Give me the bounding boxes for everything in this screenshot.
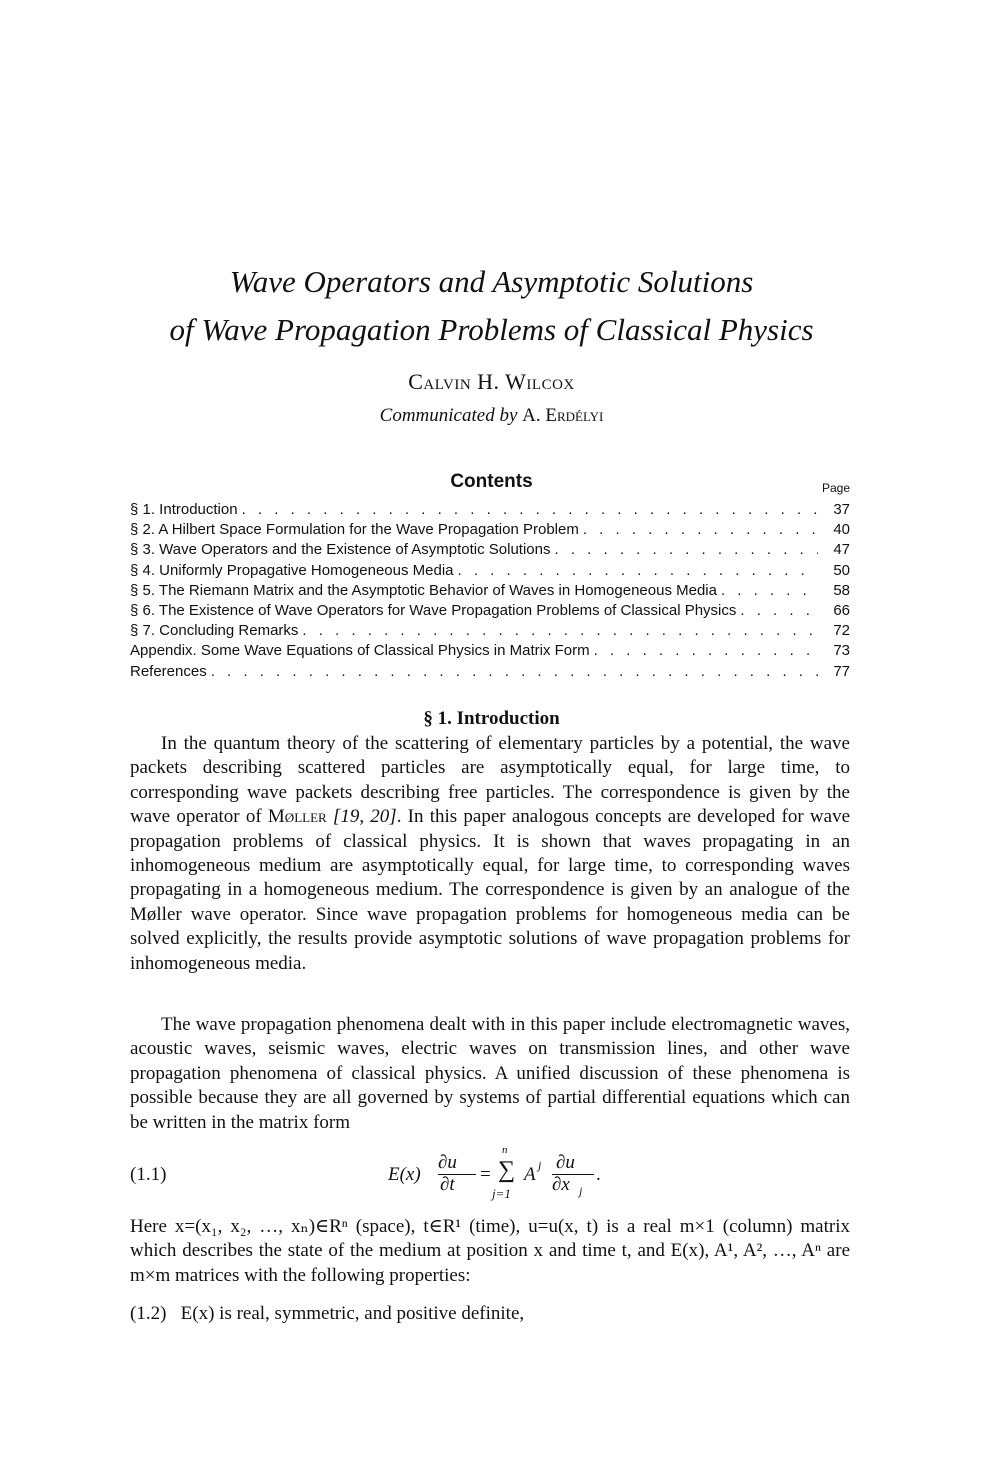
paper-title-line-1: Wave Operators and Asymptotic Solutions bbox=[229, 264, 754, 299]
toc-label: § 7. Concluding Remarks bbox=[130, 622, 299, 640]
citation: [19, 20] bbox=[332, 806, 397, 828]
toc-entry bbox=[130, 601, 850, 621]
toc-label: § 2. A Hilbert Space Formulation for the Wave Propagation Problem bbox=[130, 521, 579, 539]
paragraph-intro bbox=[130, 732, 850, 976]
paragraph-text: . In this paper analogous concepts are developed for wave propagation problems of classical physics. It is shown that waves propagating in an inhomogeneous medium are asymptotically equal, for large time, to corresponding waves propagating in a homogeneous medium. The correspondence is given by an analogue of the Møller wave operator. Since wave propagation problems for homogeneous media can be solved explicitly, the results provide asymptotic solutions of wave propagation problems for inhomogeneous media. bbox=[130, 806, 851, 974]
toc-leader bbox=[555, 540, 819, 560]
table-of-contents bbox=[130, 500, 850, 682]
toc-page: 72 bbox=[818, 621, 850, 641]
toc-entry bbox=[130, 621, 850, 641]
toc-page: 50 bbox=[818, 561, 850, 581]
toc-leader bbox=[740, 601, 818, 621]
toc-label: § 4. Uniformly Propagative Homogeneous Media bbox=[130, 561, 454, 579]
equation-1-1 bbox=[388, 1144, 628, 1201]
property-text: E(x) is real, symmetric, and positive definite, bbox=[180, 1303, 525, 1324]
contents-heading: Contents bbox=[450, 471, 533, 492]
author-name: Calvin H. Wilcox bbox=[408, 369, 575, 394]
communicated-prefix: Communicated by bbox=[379, 405, 518, 426]
toc-page: 40 bbox=[818, 520, 850, 540]
toc-leader bbox=[302, 621, 818, 641]
eq-period: . bbox=[596, 1164, 601, 1185]
toc-label: References bbox=[130, 662, 207, 680]
eq-matrix-a: A bbox=[524, 1164, 536, 1185]
toc-leader bbox=[458, 561, 818, 581]
eq-numerator-2: ∂u bbox=[556, 1152, 575, 1173]
section-heading: § 1. Introduction bbox=[423, 708, 560, 729]
page-column-heading: Page bbox=[821, 481, 850, 495]
property-number: (1.2) bbox=[130, 1303, 167, 1324]
eq-denominator: ∂t bbox=[440, 1174, 455, 1195]
toc-label: § 6. The Existence of Wave Operators for Wave Propagation Problems of Classical Physics bbox=[130, 601, 737, 619]
paragraph-text: In the quantum theory of the scattering of elementary particles by a potential, the wave packets describing scattered particles are asymptotically equal, for large time, to corresponding wave packets describing free particles. The correspondence is given by the wave operator of bbox=[130, 733, 850, 828]
toc-label: Appendix. Some Wave Equations of Classical Physics in Matrix Form bbox=[130, 642, 590, 660]
eq-denominator-sub: j bbox=[579, 1184, 583, 1198]
sum-upper: n bbox=[502, 1144, 508, 1156]
toc-label: § 3. Wave Operators and the Existence of Asymptotic Solutions bbox=[130, 541, 551, 559]
toc-entry bbox=[130, 540, 850, 560]
toc-leader bbox=[594, 641, 818, 661]
communicator-name: A. Erdélyi bbox=[522, 405, 604, 426]
paragraph-phenomena: The wave propagation phenomena dealt with in this paper include electromagnetic waves, acoustic waves, seismic waves, electric waves on transmission lines, and other wave propagation phenomena of classical physics. A unified discussion of these phenomena is possible because they are all governed by systems of partial differential equations which can be written in the matrix form bbox=[130, 1014, 850, 1133]
paper-title-line-2: of Wave Propagation Problems of Classical Physics bbox=[169, 312, 814, 347]
communicated-by bbox=[0, 405, 983, 427]
author-reference: Møller bbox=[267, 806, 327, 828]
toc-page: 47 bbox=[818, 540, 850, 560]
toc-entry bbox=[130, 520, 850, 540]
toc-page: 37 bbox=[818, 500, 850, 520]
sum-sign: ∑ bbox=[498, 1157, 516, 1183]
toc-page: 73 bbox=[818, 641, 850, 661]
toc-leader bbox=[583, 520, 818, 540]
toc-entry bbox=[130, 641, 850, 661]
toc-leader bbox=[211, 662, 818, 682]
toc-label: § 5. The Riemann Matrix and the Asymptotic Behavior of Waves in Homogeneous Media bbox=[130, 581, 717, 599]
eq-denominator-2: ∂x bbox=[552, 1174, 570, 1195]
eq-equals: = bbox=[480, 1164, 491, 1185]
toc-leader bbox=[242, 500, 818, 520]
toc-entry bbox=[130, 500, 850, 520]
eq-numerator: ∂u bbox=[438, 1152, 457, 1173]
toc-page: 77 bbox=[818, 662, 850, 682]
property-1-2 bbox=[130, 1303, 524, 1325]
toc-entry bbox=[130, 561, 850, 581]
toc-entry bbox=[130, 581, 850, 601]
toc-leader bbox=[721, 581, 818, 601]
toc-entry bbox=[130, 662, 850, 682]
eq-lhs: E(x) bbox=[388, 1164, 421, 1185]
eq-matrix-a-sup: j bbox=[538, 1158, 542, 1172]
toc-page: 58 bbox=[818, 581, 850, 601]
paragraph-definitions: Here x=(x₁, x₂, …, xₙ)∈Rⁿ (space), t∈R¹ (time), u=u(x, t) is a real m×1 (column) matrix which describes the state of the medium at position x and time t, and E(x), A¹, A², …, Aⁿ are m×m matrices with the following properties: bbox=[130, 1216, 850, 1286]
toc-label: § 1. Introduction bbox=[130, 501, 238, 518]
sum-lower: j=1 bbox=[492, 1186, 511, 1201]
toc-page: 66 bbox=[818, 601, 850, 621]
equation-number: (1.1) bbox=[130, 1164, 167, 1185]
